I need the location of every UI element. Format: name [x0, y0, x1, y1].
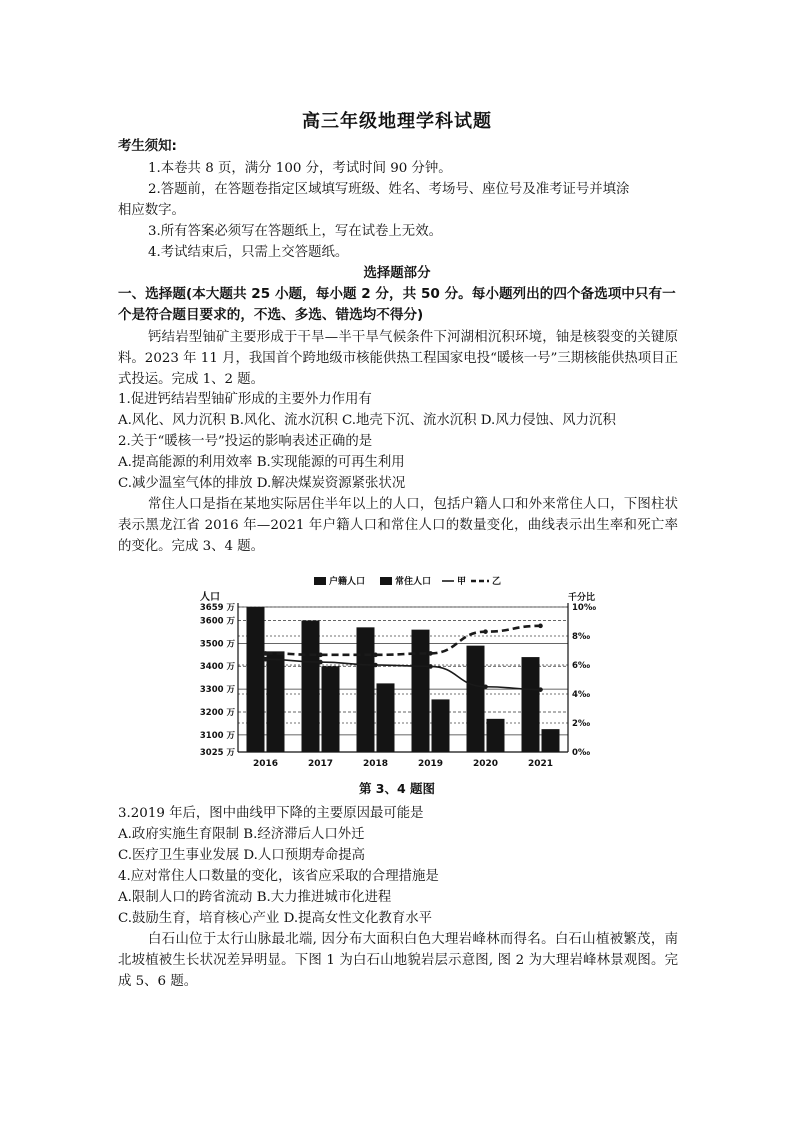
line-jia-point — [538, 687, 543, 692]
y-tick-label-right: 6‰ — [572, 661, 591, 671]
line-yi-point — [263, 651, 268, 656]
notice-heading: 考生须知: — [118, 139, 177, 154]
y-tick-label-left: 3600 万 — [199, 616, 235, 627]
y-tick-label-left: 3200 万 — [199, 707, 235, 718]
notice-item-4: 4.考试结束后，只需上交答题纸。 — [148, 245, 349, 260]
bar-registered-population — [467, 646, 485, 752]
line-yi-point — [373, 653, 378, 658]
y-tick-label-left: 3100 万 — [199, 730, 235, 741]
bar-resident-population — [487, 719, 505, 752]
legend-label-jia: 甲 — [457, 577, 467, 587]
legend-swatch-registered — [314, 577, 326, 585]
x-tick-label: 2021 — [527, 759, 554, 769]
line-yi-point — [538, 624, 543, 629]
legend-label-registered: 户籍人口 — [329, 577, 366, 587]
bar-resident-population — [432, 699, 450, 752]
q2-options-cd: C.减少温室气体的排放 D.解决煤炭资源紧张状况 — [118, 476, 406, 491]
y-axis-left-title: 人口 — [200, 592, 220, 603]
bar-registered-population — [302, 620, 320, 752]
y-tick-label-right: 4‰ — [572, 690, 591, 700]
y-tick-label-right: 0‰ — [572, 748, 591, 758]
y-tick-label-right: 2‰ — [572, 719, 591, 729]
bar-registered-population — [522, 657, 540, 752]
line-yi-point — [483, 629, 488, 634]
q3-stem: 3.2019 年后，图中曲线甲下降的主要原因最可能是 — [118, 806, 424, 821]
y-tick-label-left: 3025 万 — [199, 748, 235, 758]
population-chart — [190, 570, 610, 792]
q4-options-cd: C.鼓励生育，培育核心产业 D.提高女性文化教育水平 — [118, 911, 432, 926]
q3-options-ab: A.政府实施生育限制 B.经济滞后人口外迁 — [118, 827, 365, 842]
y-tick-label-left: 3659 万 — [199, 603, 235, 613]
x-tick-label: 2020 — [472, 759, 499, 769]
x-tick-label: 2019 — [417, 759, 444, 769]
q2-stem: 2.关于“暖核一号”投运的影响表述正确的是 — [118, 434, 373, 449]
legend-label-yi: 乙 — [492, 577, 502, 587]
bar-registered-population — [412, 630, 430, 752]
notice-item-3: 3.所有答案必须写在答题纸上，写在试卷上无效。 — [148, 224, 442, 239]
x-tick-label: 2016 — [252, 759, 279, 769]
bar-resident-population — [267, 651, 285, 752]
section-title: 选择题部分 — [363, 266, 431, 281]
y-tick-label-left: 3500 万 — [199, 639, 235, 650]
bar-registered-population — [247, 607, 265, 752]
x-tick-label: 2017 — [307, 759, 334, 769]
notice-item-2: 2.答题前，在答题卷指定区域填写班级、姓名、考场号、座位号及准考证号并填涂 — [148, 182, 630, 197]
legend-swatch-resident — [380, 577, 392, 585]
y-axis-right-title: 千分比 — [568, 593, 596, 603]
q1-stem: 1.促进钙结岩型铀矿形成的主要外力作用有 — [118, 392, 372, 407]
legend-label-resident: 常住人口 — [395, 577, 432, 587]
line-jia-point — [318, 660, 323, 665]
bar-registered-population — [357, 627, 375, 752]
y-tick-label-right: 10‰ — [572, 603, 597, 613]
q3-options-cd: C.医疗卫生事业发展 D.人口预期寿命提高 — [118, 848, 366, 863]
q4-options-ab: A.限制人口的跨省流动 B.大力推进城市化进程 — [118, 890, 392, 905]
x-tick-label: 2018 — [362, 759, 389, 769]
y-tick-label-left: 3300 万 — [199, 685, 235, 696]
line-yi-point — [318, 653, 323, 658]
page-title: 高三年级地理学科试题 — [302, 111, 492, 132]
q1-options: A.风化、风力沉积 B.风化、流水沉积 C.地壳下沉、流水沉积 D.风力侵蚀、风力沉积 — [118, 413, 616, 428]
bar-resident-population — [377, 683, 395, 752]
chart-caption: 第 3、4 题图 — [358, 781, 436, 796]
bar-resident-population — [542, 729, 560, 752]
bar-resident-population — [322, 666, 340, 752]
y-tick-label-right: 8‰ — [572, 632, 591, 642]
notice-item-1: 1.本卷共 8 页，满分 100 分，考试时间 90 分钟。 — [148, 161, 452, 176]
line-jia-point — [373, 663, 378, 668]
line-jia-point — [263, 657, 268, 662]
line-yi-point — [428, 651, 433, 656]
q2-options-ab: A.提高能源的利用效率 B.实现能源的可再生利用 — [118, 455, 405, 470]
line-jia-point — [483, 684, 488, 689]
passage-3: 白石山位于太行山脉最北端, 因分布大面积白色大理岩峰林而得名。白石山植被繁茂，南北坡植被生长状况差异明显。下图 1 为白石山地貌岩层示意图, 图 2 为大理岩峰林景观图。完成 5、6 题。 — [118, 932, 678, 989]
passage-1: 钙结岩型铀矿主要形成于干旱—半干旱气候条件下河湖相沉积环境，铀是核裂变的关键原料。2023 年 11 月，我国首个跨地级市核能供热工程国家电投“暖核一号”三期核能供热项目正式投运。完成 1、2 题。 — [118, 330, 678, 387]
notice-item-2-cont: 相应数字。 — [118, 203, 185, 218]
line-jia-point — [428, 664, 433, 669]
q4-stem: 4.应对常住人口数量的变化，该省应采取的合理措施是 — [118, 869, 439, 884]
y-tick-label-left: 3400 万 — [199, 662, 235, 673]
section-instructions: 一、选择题(本大题共 25 小题，每小题 2 分，共 50 分。每小题列出的四个备选项中只有一个是符合题目要求的，不选、多选、错选均不得分) — [118, 286, 676, 323]
passage-2: 常住人口是指在某地实际居住半年以上的人口，包括户籍人口和外来常住人口，下图柱状表示黑龙江省 2016 年—2021 年户籍人口和常住人口的数量变化，曲线表示出生率和死亡率的变化。完成 3、4 题。 — [118, 497, 678, 554]
